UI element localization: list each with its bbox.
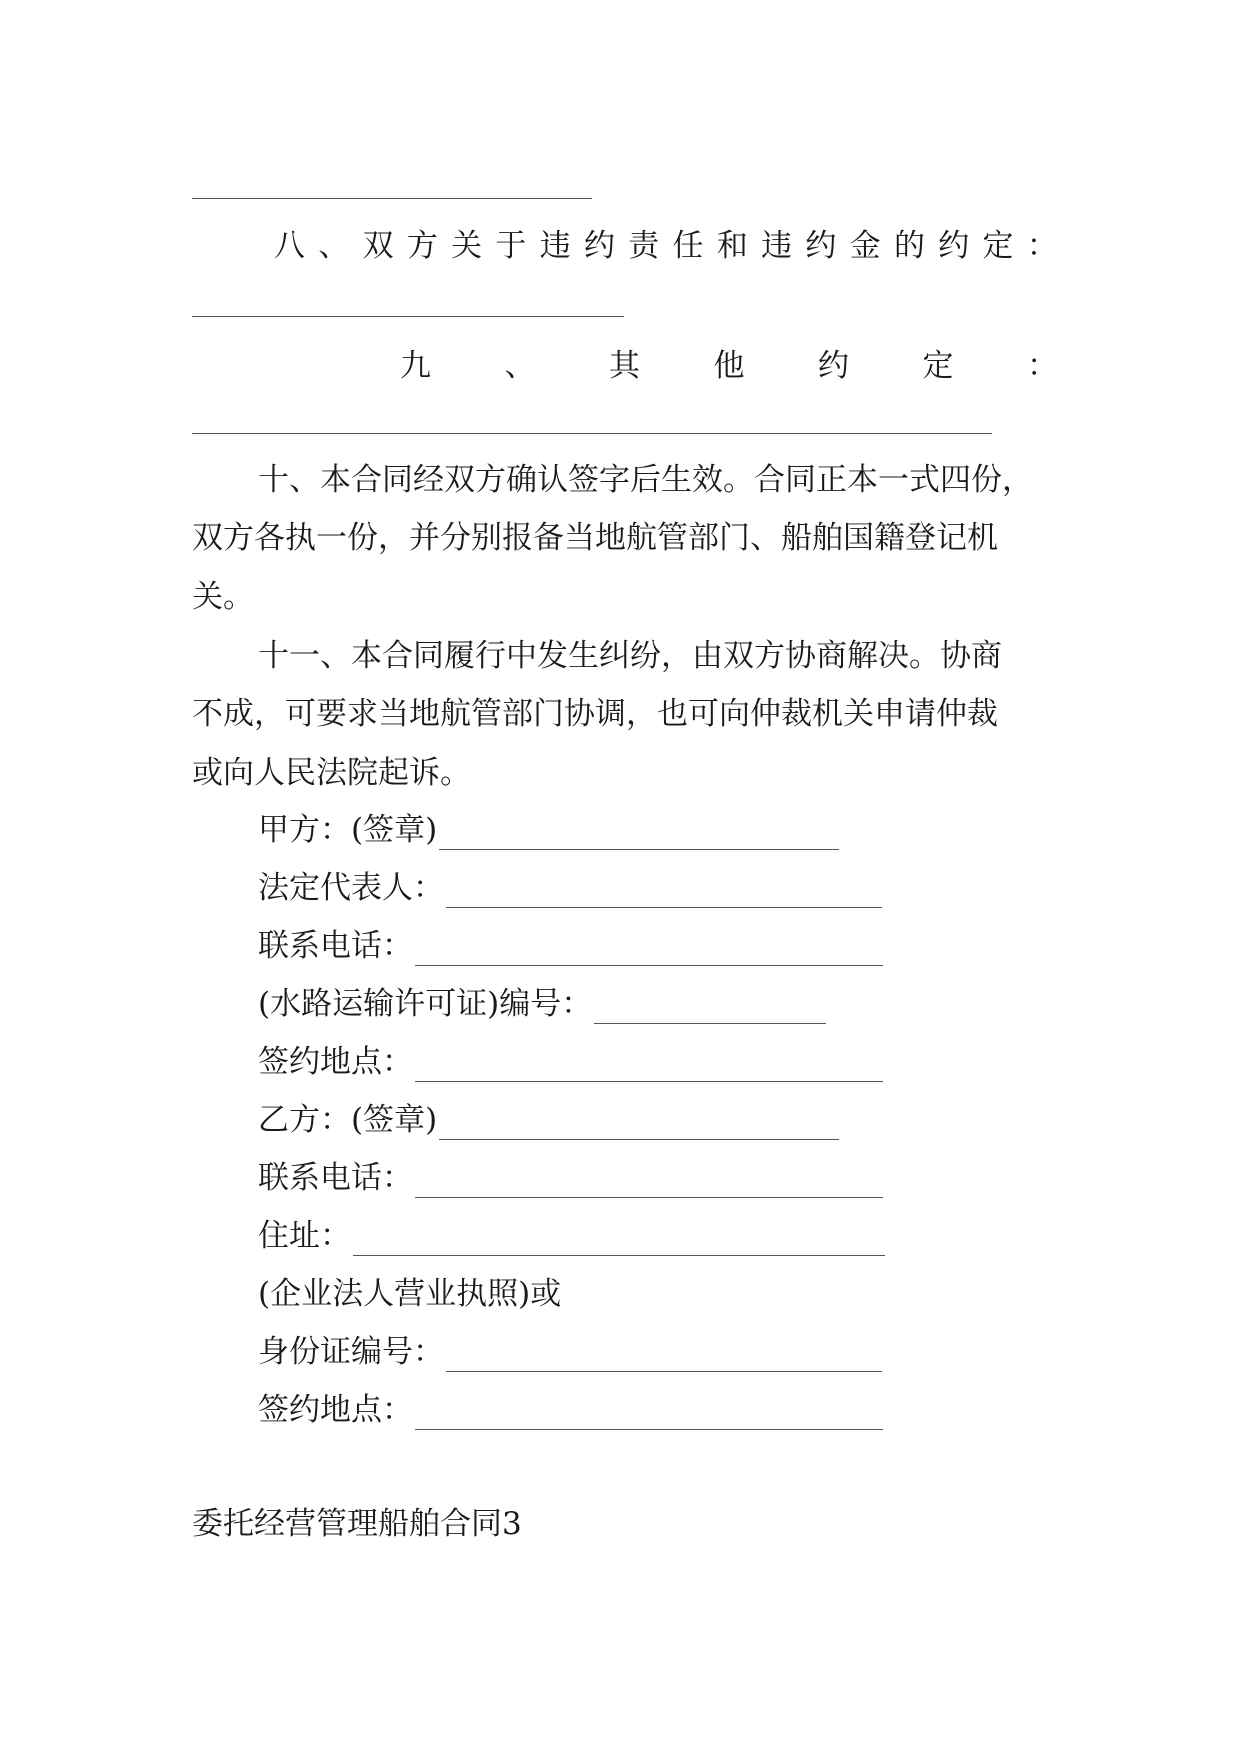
section10-line-1: 十、本合同经双方确认签字后生效。合同正本一式四份，: [258, 462, 1033, 498]
party-b-place-field[interactable]: [415, 1399, 883, 1430]
party-a-license-label: (水路运输许可证)编号：: [258, 986, 593, 1022]
section9-heading-char: 九: [400, 348, 431, 384]
party-a-place-row: [258, 1042, 883, 1082]
party-a-sign-row: [258, 810, 839, 850]
section9-heading-char: 、: [504, 348, 536, 384]
party-a-license-row: [258, 984, 826, 1024]
party-b-place-label: 签约地点：: [258, 1392, 413, 1428]
section10-line-3: 关。: [192, 579, 254, 615]
party-b-business-license-label: (企业法人营业执照)或: [258, 1276, 562, 1312]
party-a-license-field[interactable]: [594, 993, 826, 1024]
party-b-phone-row: [258, 1158, 883, 1198]
party-b-phone-field[interactable]: [415, 1167, 883, 1198]
section8-heading-char: 关: [451, 228, 483, 264]
section8-heading-char: 的: [893, 228, 925, 264]
party-b-address-label: 住址：: [258, 1218, 351, 1254]
section9-heading: [400, 346, 1058, 386]
party-b-id-label: 身份证编号：: [258, 1334, 444, 1370]
party-a-phone-row: [258, 926, 883, 966]
section10-line-2: 双方各执一份，并分别报备当地航管部门、船舶国籍登记机: [192, 520, 998, 556]
section8-heading-char: 于: [495, 228, 527, 264]
section8-heading: [274, 226, 1058, 266]
party-a-sign-label: 甲方：(签章): [258, 812, 438, 848]
section8-heading-char: 责: [628, 228, 660, 264]
party-a-legal-rep-field[interactable]: [446, 877, 882, 908]
section8-heading-char: 和: [716, 228, 748, 264]
party-b-sign-label: 乙方：(签章): [258, 1102, 438, 1138]
party-a-sign-field[interactable]: [439, 819, 839, 850]
section8-heading-char: 约: [805, 228, 837, 264]
party-b-place-row: [258, 1390, 883, 1430]
party-b-phone-label: 联系电话：: [258, 1160, 413, 1196]
section9-heading-char: 定: [922, 348, 954, 384]
section8-heading-char: 约: [583, 228, 615, 264]
section8-heading-char: 、: [318, 228, 350, 264]
section11-line-1: 十一、本合同履行中发生纠纷，由双方协商解决。协商: [258, 638, 1002, 674]
party-b-sign-field[interactable]: [439, 1109, 839, 1140]
section8-heading-char: ：: [1026, 228, 1058, 264]
party-b-address-row: [258, 1216, 885, 1256]
section8-heading-char: 八: [274, 228, 305, 264]
next-document-title: 委托经营管理船舶合同3: [192, 1506, 522, 1542]
section9-heading-char: 约: [818, 348, 849, 384]
party-a-phone-field[interactable]: [415, 935, 883, 966]
blank-line-section9: [192, 433, 992, 434]
section11-line-3: 或向人民法院起诉。: [192, 755, 471, 791]
party-a-place-field[interactable]: [415, 1051, 883, 1082]
party-b-business-license-row: [258, 1274, 561, 1314]
party-a-legal-rep-label: 法定代表人：: [258, 870, 444, 906]
party-b-id-field[interactable]: [446, 1341, 882, 1372]
party-b-id-row: [258, 1332, 882, 1372]
party-a-phone-label: 联系电话：: [258, 928, 413, 964]
blank-line-section8: [192, 316, 624, 317]
section8-heading-char: 双: [362, 228, 394, 264]
section8-heading-char: 违: [761, 228, 793, 264]
section9-heading-char: 其: [609, 348, 640, 384]
section8-heading-char: 约: [938, 228, 970, 264]
blank-line-top: [192, 198, 592, 199]
section8-heading-char: 金: [849, 228, 881, 264]
party-a-legal-rep-row: [258, 868, 882, 908]
section9-heading-char: 他: [713, 348, 745, 384]
section8-heading-char: 违: [539, 228, 571, 264]
section8-heading-char: 方: [406, 228, 438, 264]
section8-heading-char: 任: [672, 228, 704, 264]
party-a-place-label: 签约地点：: [258, 1044, 413, 1080]
section9-heading-char: ：: [1027, 348, 1058, 384]
section11-line-2: 不成，可要求当地航管部门协调，也可向仲裁机关申请仲裁: [192, 696, 998, 732]
party-b-address-field[interactable]: [353, 1225, 885, 1256]
section8-heading-char: 定: [982, 228, 1014, 264]
party-b-sign-row: [258, 1100, 839, 1140]
